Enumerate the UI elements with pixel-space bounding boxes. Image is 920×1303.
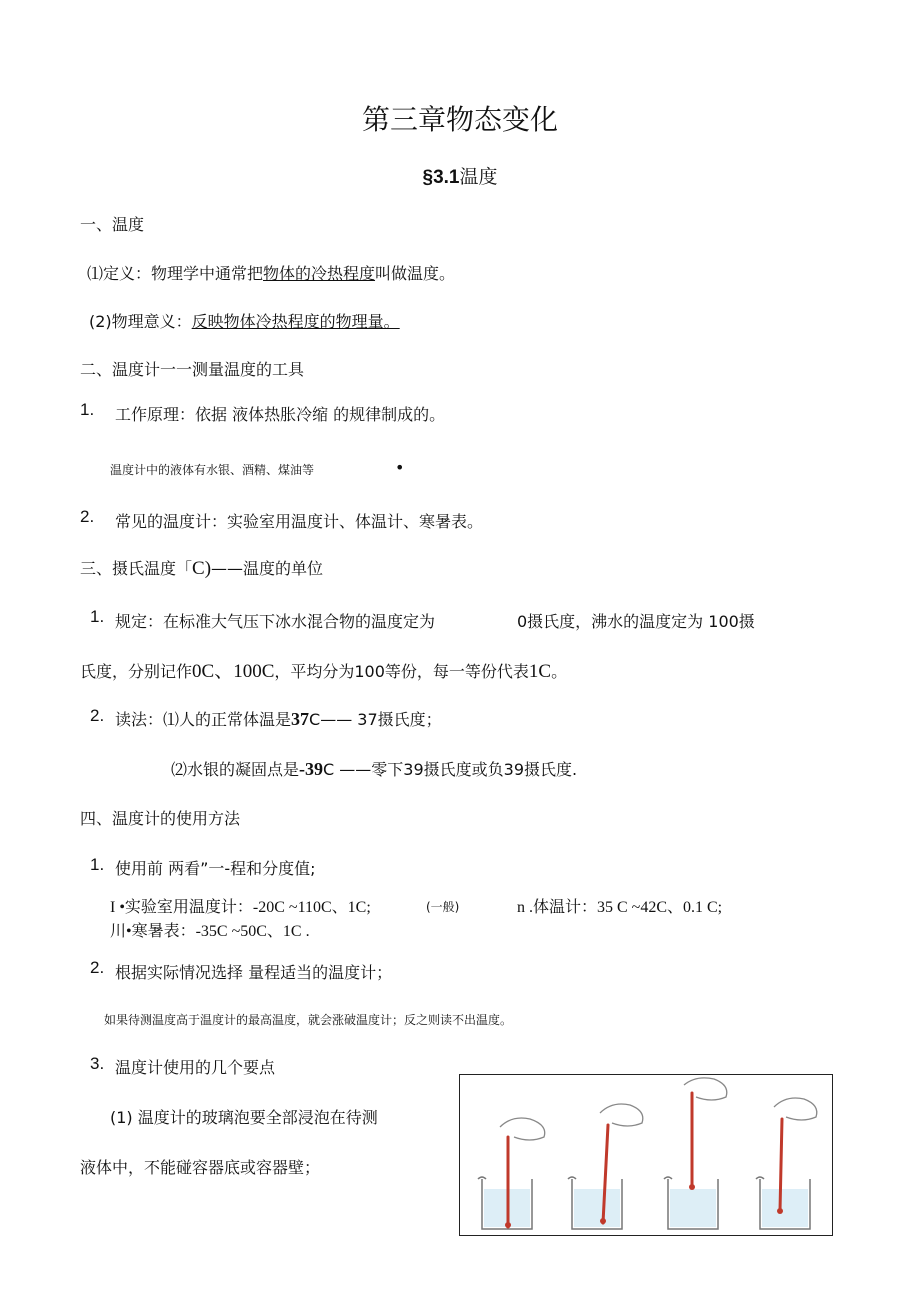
- rule-c3: ，平均分为100等份，每一等份代表: [274, 662, 529, 681]
- lab-thermometer-range: I •实验室用温度计：-20C ~110C、1C;: [110, 899, 371, 916]
- point-1-line-a: (1) 温度计的玻璃泡要全部浸泡在待测: [110, 1108, 378, 1127]
- general-note: (一般): [426, 900, 460, 914]
- range-warning: 如果待测温度高于温度计的最高温度，就会涨破温度计；反之则读不出温度。: [104, 1013, 513, 1027]
- thermometer-figure: [459, 1074, 833, 1236]
- item-number: 2.: [80, 507, 95, 526]
- hand-3: [684, 1078, 727, 1100]
- rule-c2: 0C、100C: [192, 661, 275, 682]
- thermometer-4: [780, 1119, 782, 1211]
- page-title: 第三章物态变化: [361, 103, 558, 136]
- common-thermometers: 常见的温度计：实验室用温度计、体温计、寒暑表。: [115, 512, 484, 531]
- celsius-heading-unit: C): [192, 558, 212, 579]
- rule-c4: 1C: [528, 661, 552, 682]
- item-number: 3.: [90, 1054, 105, 1073]
- meaning-underlined: 反映物体冷热程度的物理量。: [191, 312, 400, 331]
- hand-2: [600, 1104, 643, 1126]
- working-principle: 工作原理：依据 液体热胀冷缩 的规律制成的。: [115, 405, 446, 424]
- section-title: [0, 162, 920, 189]
- bullet-dot: •: [395, 458, 405, 477]
- item-number: 2.: [90, 706, 105, 725]
- meaning-line: [89, 309, 400, 332]
- key-points-heading: 温度计使用的几个要点: [115, 1058, 276, 1077]
- rule-text-b: 0摄氏度，沸水的温度定为 100摄: [517, 612, 755, 631]
- liquid-note: 温度计中的液体有水银、酒精、煤油等: [110, 463, 315, 477]
- reading-b2: -39: [299, 759, 324, 779]
- section-number: §3.1: [422, 167, 460, 188]
- rule-c1: 氏度，分别记作: [80, 662, 193, 681]
- reading-b1: ⑵水银的凝固点是: [171, 760, 300, 779]
- point-1-line-b: 液体中，不能碰容器底或容器壁；: [80, 1158, 321, 1177]
- rule-text-a: 规定：在标准大气压下冰水混合物的温度定为: [115, 612, 436, 631]
- weather-thermometer-range: 川•寒暑表：-35C ~50C、1C .: [110, 923, 310, 940]
- reading-a2: 37: [291, 709, 310, 729]
- celsius-heading-suffix: ——温度的单位: [211, 559, 324, 578]
- rule-c5: 。: [551, 662, 568, 681]
- heading-usage: 四、温度计的使用方法: [80, 809, 241, 828]
- reading-a3: C—— 37摄氏度；: [309, 710, 442, 729]
- definition-underlined: 物体的冷热程度: [263, 264, 376, 283]
- hand-4: [774, 1098, 817, 1120]
- item-number: 1.: [90, 855, 105, 874]
- item-number: 1.: [80, 400, 95, 419]
- definition-suffix: 叫做温度。: [375, 264, 456, 283]
- definition-line: [87, 261, 455, 284]
- item-number: 1.: [90, 607, 105, 626]
- reading-a1: 读法：⑴人的正常体温是: [115, 710, 292, 729]
- choose-range: 根据实际情况选择 量程适当的温度计；: [115, 963, 393, 982]
- clinical-thermometer-range: n .体温计：35 C ~42C、0.1 C;: [517, 899, 723, 916]
- thermometer-illustration: [460, 1075, 832, 1235]
- reading-b: [171, 757, 577, 780]
- heading-temperature: 一、温度: [80, 215, 145, 234]
- meaning-prefix: (2)物理意义：: [89, 312, 192, 331]
- celsius-heading-prefix: 三、摄氏温度「: [80, 559, 193, 578]
- heading-thermometer: 二、温度计一一测量温度的工具: [80, 360, 305, 379]
- usage-before: 使用前 两看”一-程和分度值;: [115, 859, 316, 878]
- rule-text-c: [80, 656, 567, 683]
- reading-b3: C ——零下39摄氏度或负39摄氏度.: [323, 760, 578, 779]
- definition-prefix: ⑴定义：物理学中通常把: [87, 264, 264, 283]
- item-number: 2.: [90, 958, 105, 977]
- heading-celsius: [80, 556, 323, 580]
- section-name: 温度: [459, 166, 498, 188]
- reading-a: [115, 707, 442, 730]
